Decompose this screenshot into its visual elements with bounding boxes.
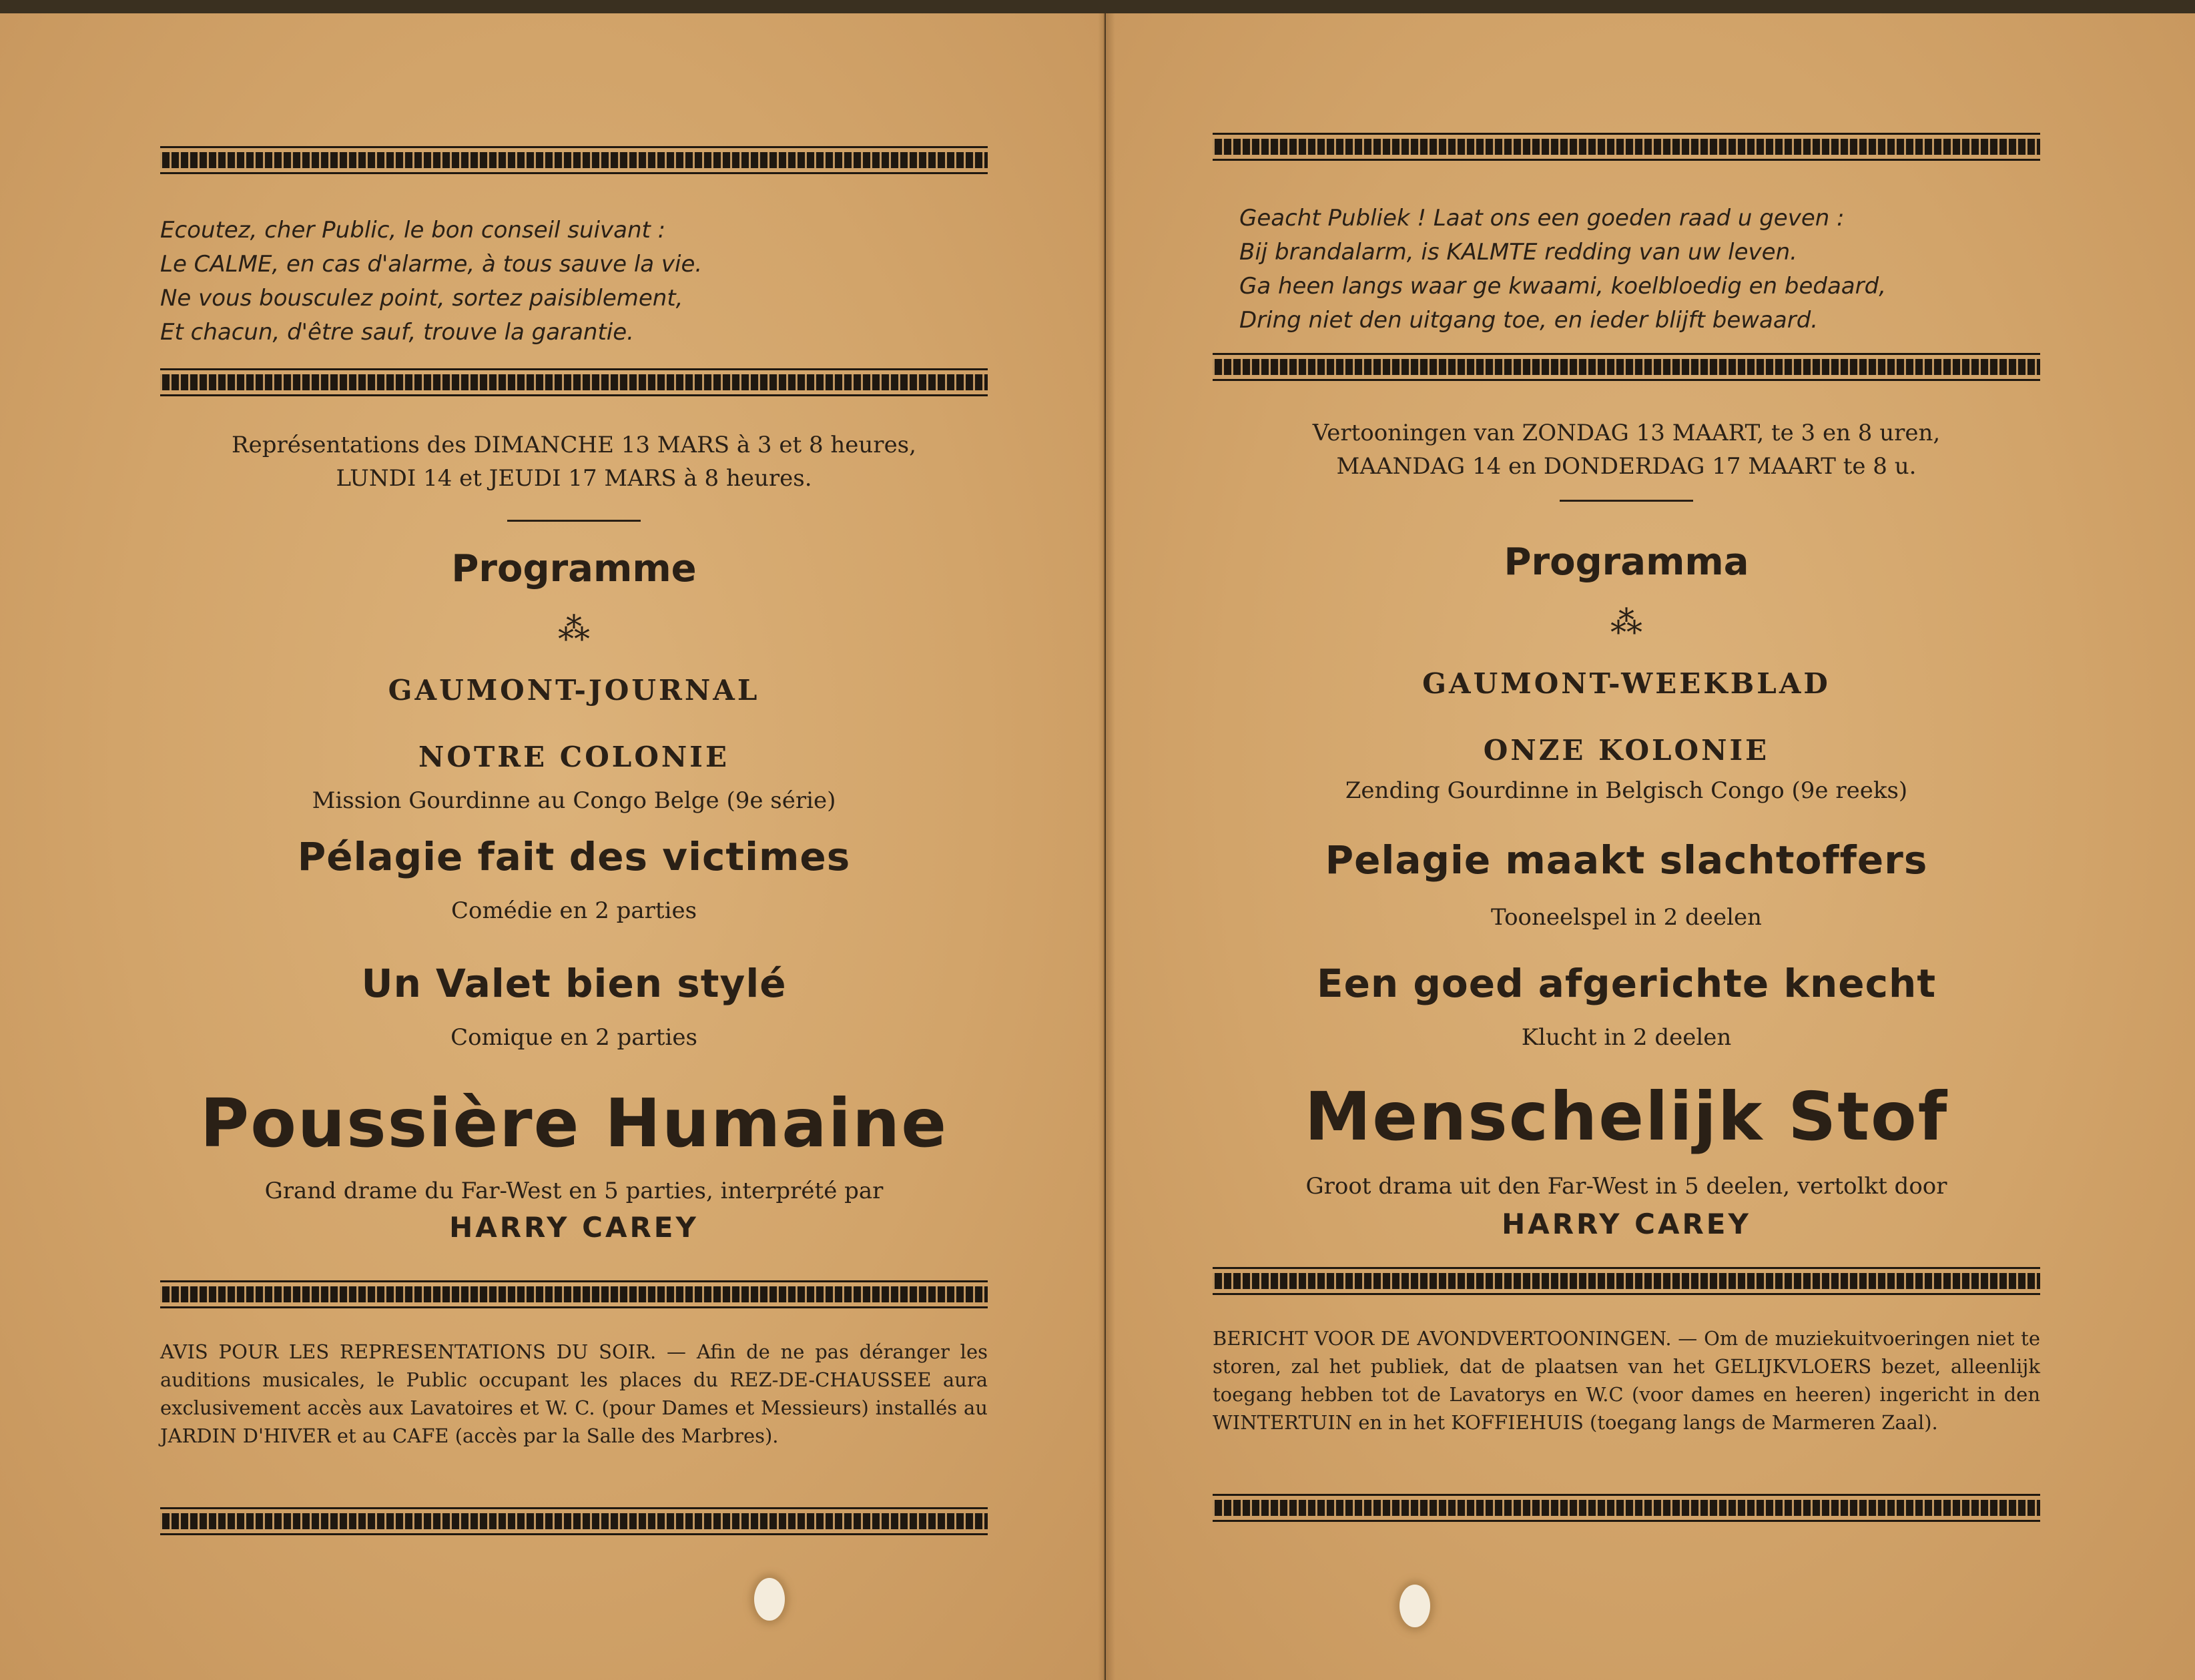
- poem-line: Le CALME, en cas d'alarme, à tous sauve la vie.: [160, 251, 703, 278]
- poem-line: Et chacun, d'être sauf, trouve la garantie.: [160, 319, 634, 346]
- schedule: [1213, 416, 2040, 483]
- poem-line: Ga heen langs waar ge kwaami, koelbloedig en bedaard,: [1239, 273, 1886, 300]
- poem-line: Bij brandalarm, is KALMTE redding van uw leven.: [1239, 239, 1797, 266]
- program-item-title: Pelagie maakt slachtoffers: [1325, 837, 1928, 883]
- left-column: [160, 13, 988, 1680]
- ornamental-band: [160, 372, 988, 392]
- program-item-subtitle: Comique en 2 parties: [450, 1024, 697, 1051]
- ornamental-band: [160, 1284, 988, 1304]
- program-item-subtitle: Tooneelspel in 2 deelen: [1491, 904, 1762, 931]
- ornamental-band: [1213, 1271, 2040, 1291]
- schedule-line: Vertooningen van ZONDAG 13 MAART, te 3 en 8 uren,: [1312, 420, 1941, 446]
- program-item-title: ONZE KOLONIE: [1483, 734, 1770, 767]
- program-item-title: GAUMONT-WEEKBLAD: [1422, 667, 1831, 700]
- schedule-line: LUNDI 14 et JEUDI 17 MARS à 8 heures.: [336, 465, 812, 492]
- program-item-subtitle: Klucht in 2 deelen: [1521, 1024, 1732, 1051]
- program-item-subtitle: Comédie en 2 parties: [450, 897, 697, 924]
- safety-poem: [1239, 201, 2067, 338]
- evening-notice: BERICHT VOOR DE AVONDVERTOONINGEN. — Om de muziekuitvoeringen niet te storen, zal het publiek, dat de plaatsen van het GELIJKVLOERS bezet, alleenlijk toegang hebben tot de Lavatorys en W.C (voor dames en heeren) ingericht in den WINTERTUIN en in het KOFFIEHUIS (toegang langs de Marmeren Zaal).: [1213, 1327, 2040, 1434]
- program-item-subtitle: Mission Gourdinne au Congo Belge (9e série): [312, 787, 836, 814]
- program-item-title: NOTRE COLONIE: [418, 741, 729, 773]
- schedule: [160, 428, 988, 495]
- poem-line: Dring niet den uitgang toe, en ieder blijft bewaard.: [1239, 307, 1819, 334]
- feature-title: Menschelijk Stof: [1304, 1078, 1949, 1156]
- divider: [507, 520, 641, 522]
- left-page: [0, 13, 1105, 1680]
- ornamental-band: [160, 1511, 988, 1531]
- evening-notice: AVIS POUR LES REPRESENTATIONS DU SOIR. — Afin de ne pas déranger les auditions musicales, le Public occupant les places du REZ-DE-CHAUSSEE aura exclusivement accès aux Lavatoires et W. C. (pour Dames et Messieurs) installés au JARDIN D'HIVER et au CAFE (accès par la Salle des Marbres).: [160, 1340, 988, 1447]
- divider: [1560, 500, 1693, 502]
- program-item-title: GAUMONT-JOURNAL: [388, 674, 760, 707]
- safety-poem: [160, 214, 988, 350]
- ornamental-band: [1213, 1498, 2040, 1518]
- schedule-line: Représentations des DIMANCHE 13 MARS à 3 et 8 heures,: [232, 432, 916, 458]
- program-item-title: Pélagie fait des victimes: [297, 834, 851, 879]
- punch-hole: [1399, 1585, 1430, 1627]
- program-title: Programma: [1504, 540, 1749, 584]
- schedule-line: MAANDAG 14 en DONDERDAG 17 MAART te 8 u.: [1336, 453, 1917, 480]
- program-item-title: Un Valet bien stylé: [361, 961, 787, 1006]
- feature-star: HARRY CAREY: [449, 1211, 699, 1244]
- right-page: [1106, 13, 2195, 1680]
- center-fold: [1098, 13, 1115, 1680]
- feature-star: HARRY CAREY: [1502, 1208, 1751, 1240]
- poem-line: Ecoutez, cher Public, le bon conseil suivant :: [160, 217, 666, 244]
- feature-title: Poussière Humaine: [200, 1084, 948, 1162]
- ornamental-band: [1213, 357, 2040, 377]
- right-column: [1213, 13, 2040, 1680]
- ornamental-band: [1213, 137, 2040, 157]
- poem-line: Geacht Publiek ! Laat ons een goeden raad u geven :: [1239, 205, 1845, 232]
- ornament-icon: ⁂: [1610, 604, 1642, 641]
- ornament-icon: ⁂: [558, 610, 590, 648]
- feature-subtitle: Grand drame du Far-West en 5 parties, interprété par: [264, 1178, 884, 1204]
- program-title: Programme: [451, 547, 697, 590]
- feature-subtitle: Groot drama uit den Far-West in 5 deelen, vertolkt door: [1305, 1173, 1947, 1200]
- poem-line: Ne vous bousculez point, sortez paisiblement,: [160, 285, 683, 312]
- punch-hole: [754, 1578, 785, 1621]
- program-item-title: Een goed afgerichte knecht: [1316, 961, 1937, 1006]
- ornamental-band: [160, 150, 988, 170]
- program-item-subtitle: Zending Gourdinne in Belgisch Congo (9e reeks): [1345, 777, 1908, 804]
